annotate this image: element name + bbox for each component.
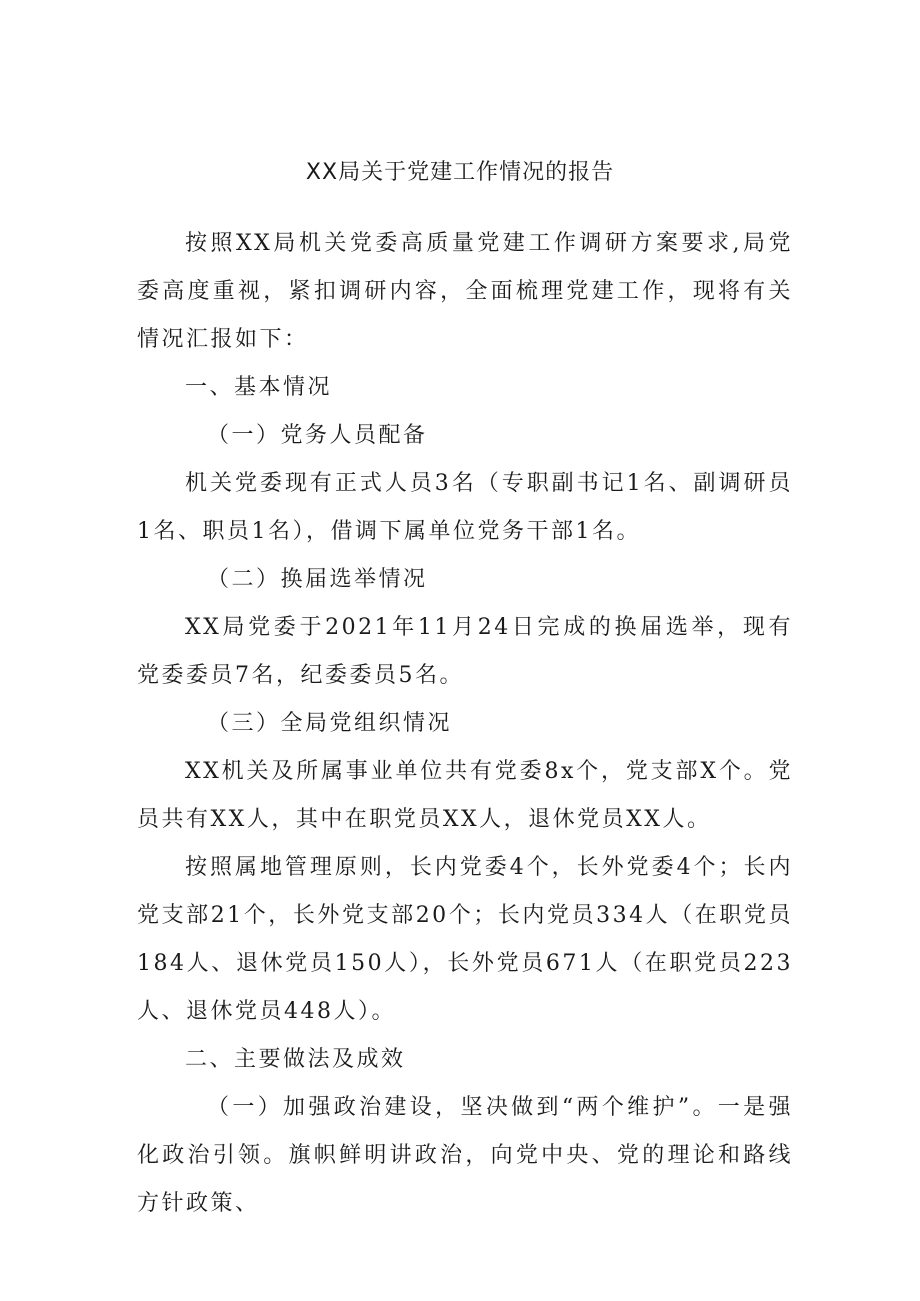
- paragraph-intro: 按照XX局机关党委高质量党建工作调研方案要求,局党委高度重视，紧扣调研内容，全面梳理党建工作，现将有关情况汇报如下：: [137, 231, 793, 352]
- paragraph-election: XX局党委于2021年11月24日完成的换届选举，现有党委委员7名，纪委委员5名。: [137, 615, 793, 688]
- subheading-election: （二）换届选举情况: [207, 567, 428, 592]
- subheading-party-organization: （三）全局党组织情况: [207, 711, 453, 736]
- paragraph-political-construction: （一）加强政治建设，坚决做到“两个维护”。一是强化政治引领。旗帜鲜明讲政治，向党中央、党的理论和路线方针政策、: [137, 1095, 793, 1216]
- heading-main-practices: 二、主要做法及成效: [185, 1047, 406, 1072]
- document-title: XX局关于党建工作情况的报告: [305, 160, 615, 185]
- subheading-party-staff: （一）党务人员配备: [207, 423, 428, 448]
- heading-basic-situation: 一、基本情况: [185, 375, 333, 400]
- document-body: [137, 220, 793, 1228]
- paragraph-territorial-management: 按照属地管理原则，长内党委4个，长外党委4个；长内党支部21个，长外党支部20个；长内党员334人（在职党员184人、退休党员150人），长外党员671人（在职党员223人、退休党员448人）。: [137, 855, 793, 1024]
- paragraph-party-staff: 机关党委现有正式人员3名（专职副书记1名、副调研员1名、职员1名），借调下属单位党务干部1名。: [137, 471, 793, 544]
- paragraph-party-organization: XX机关及所属事业单位共有党委8x个，党支部X个。党员共有XX人，其中在职党员XX人，退休党员XX人。: [137, 759, 793, 832]
